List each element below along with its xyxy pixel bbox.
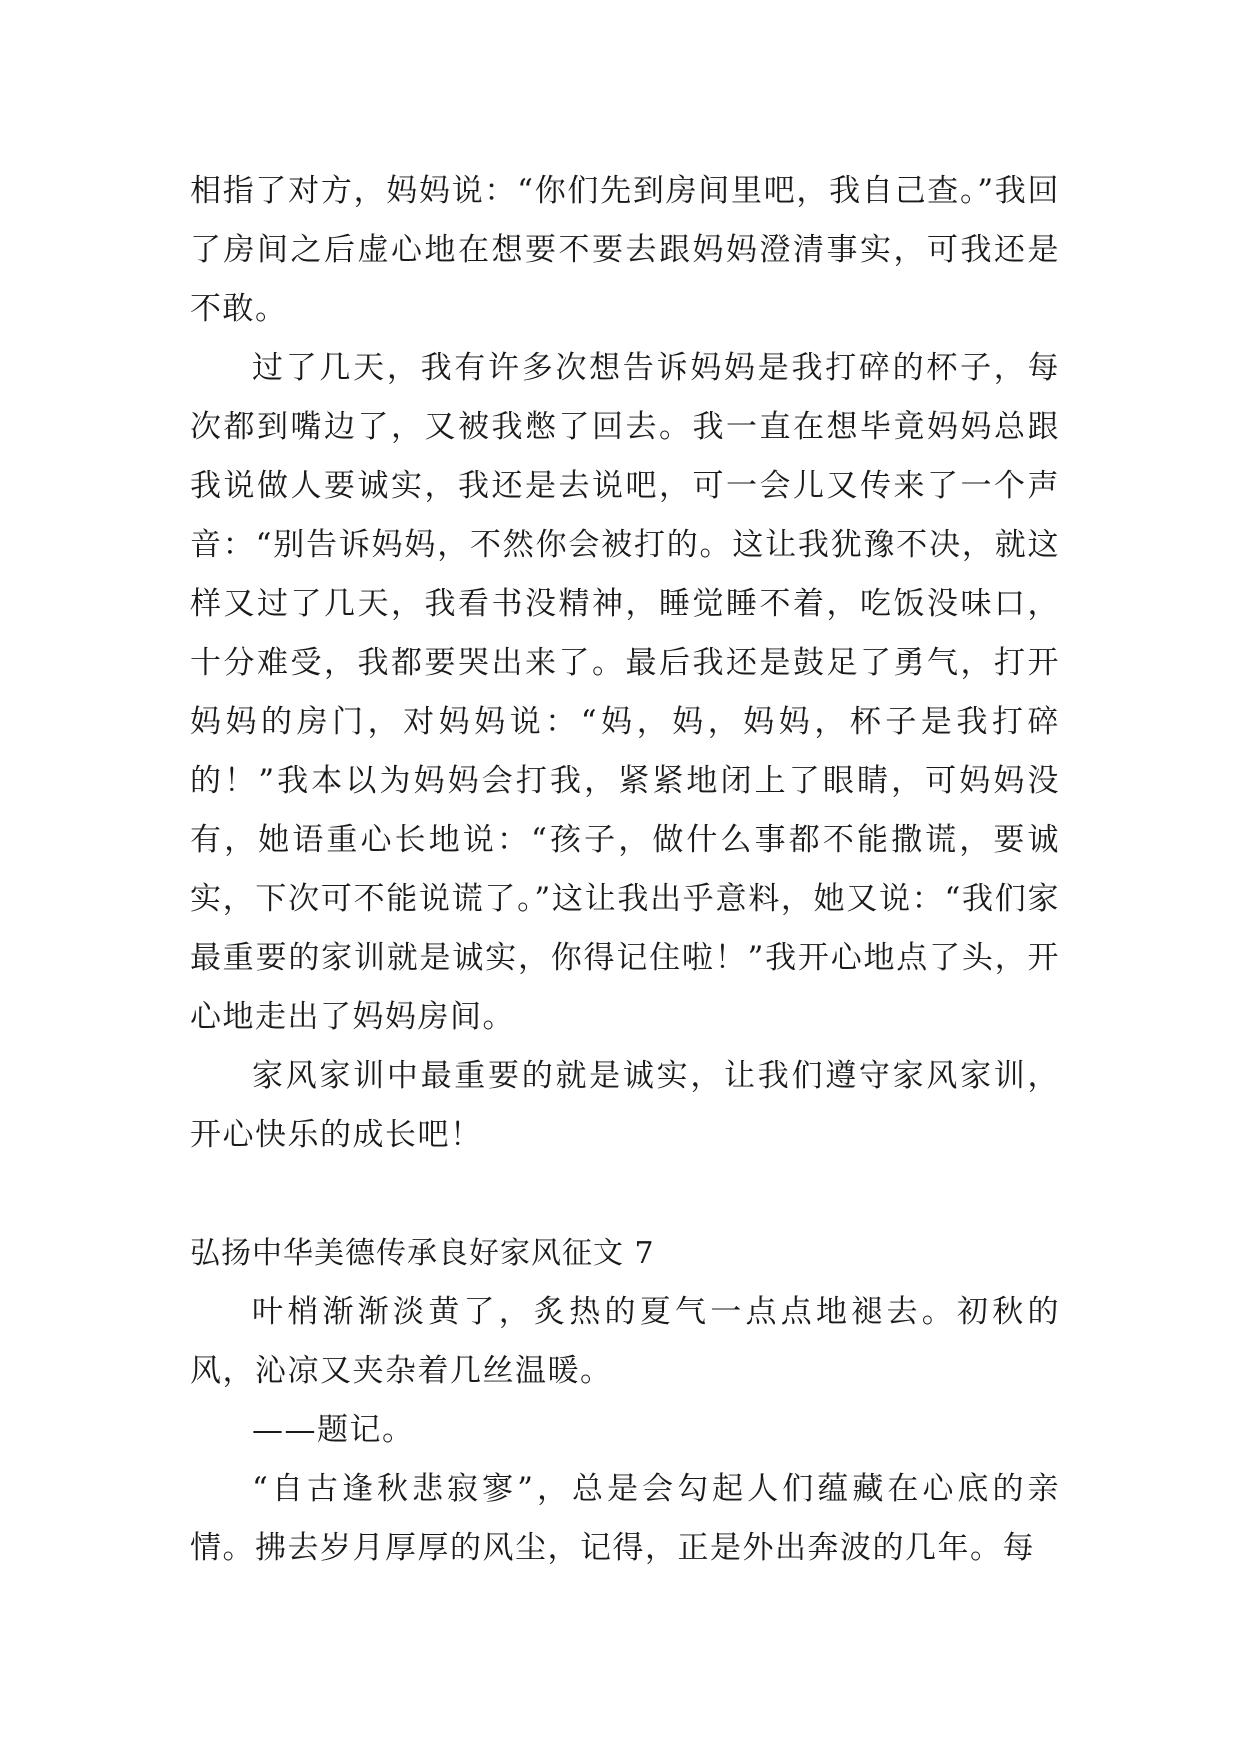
paragraph: 家风家训中最重要的就是诚实，让我们遵守家风家训，开心快乐的成长吧！ <box>190 1058 1060 1153</box>
paragraph: 相指了对方，妈妈说：“你们先到房间里吧，我自己查。”我回了房间之后虚心地在想要不要去跟妈妈澄清事实，可我还是不敢。 <box>190 173 1060 327</box>
document-body <box>190 162 1060 1578</box>
paragraph: 叶梢渐渐淡黄了，炙热的夏气一点点地褪去。初秋的风，沁凉又夹杂着几丝温暖。 <box>190 1294 1060 1389</box>
section-title: 弘扬中华美德传承良好家风征文 7 <box>190 1236 655 1271</box>
paragraph: 过了几天，我有许多次想告诉妈妈是我打碎的杯子，每次都到嘴边了，又被我憋了回去。我一直在想毕竟妈妈总跟我说做人要诚实，我还是去说吧，可一会儿又传来了一个声音：“别告诉妈妈，不然你会被打的。这让我犹豫不决，就这样又过了几天，我看书没精神，睡觉睡不着，吃饭没味口，十分难受，我都要哭出来了。最后我还是鼓足了勇气，打开妈妈的房门，对妈妈说：“妈，妈，妈妈，杯子是我打碎的！”我本以为妈妈会打我，紧紧地闭上了眼睛，可妈妈没有，她语重心长地说：“孩子，做什么事都不能撒谎，要诚实，下次可不能说谎了。”这让我出乎意料，她又说：“我们家最重要的家训就是诚实，你得记住啦！”我开心地点了头，开心地走出了妈妈房间。 <box>190 350 1060 1035</box>
paragraph: ——题记。 <box>252 1412 415 1448</box>
paragraph: “自古逢秋悲寂寥”，总是会勾起人们蕴藏在心底的亲情。拂去岁月厚厚的风尘，记得，正是外出奔波的几年。每 <box>190 1471 1060 1566</box>
